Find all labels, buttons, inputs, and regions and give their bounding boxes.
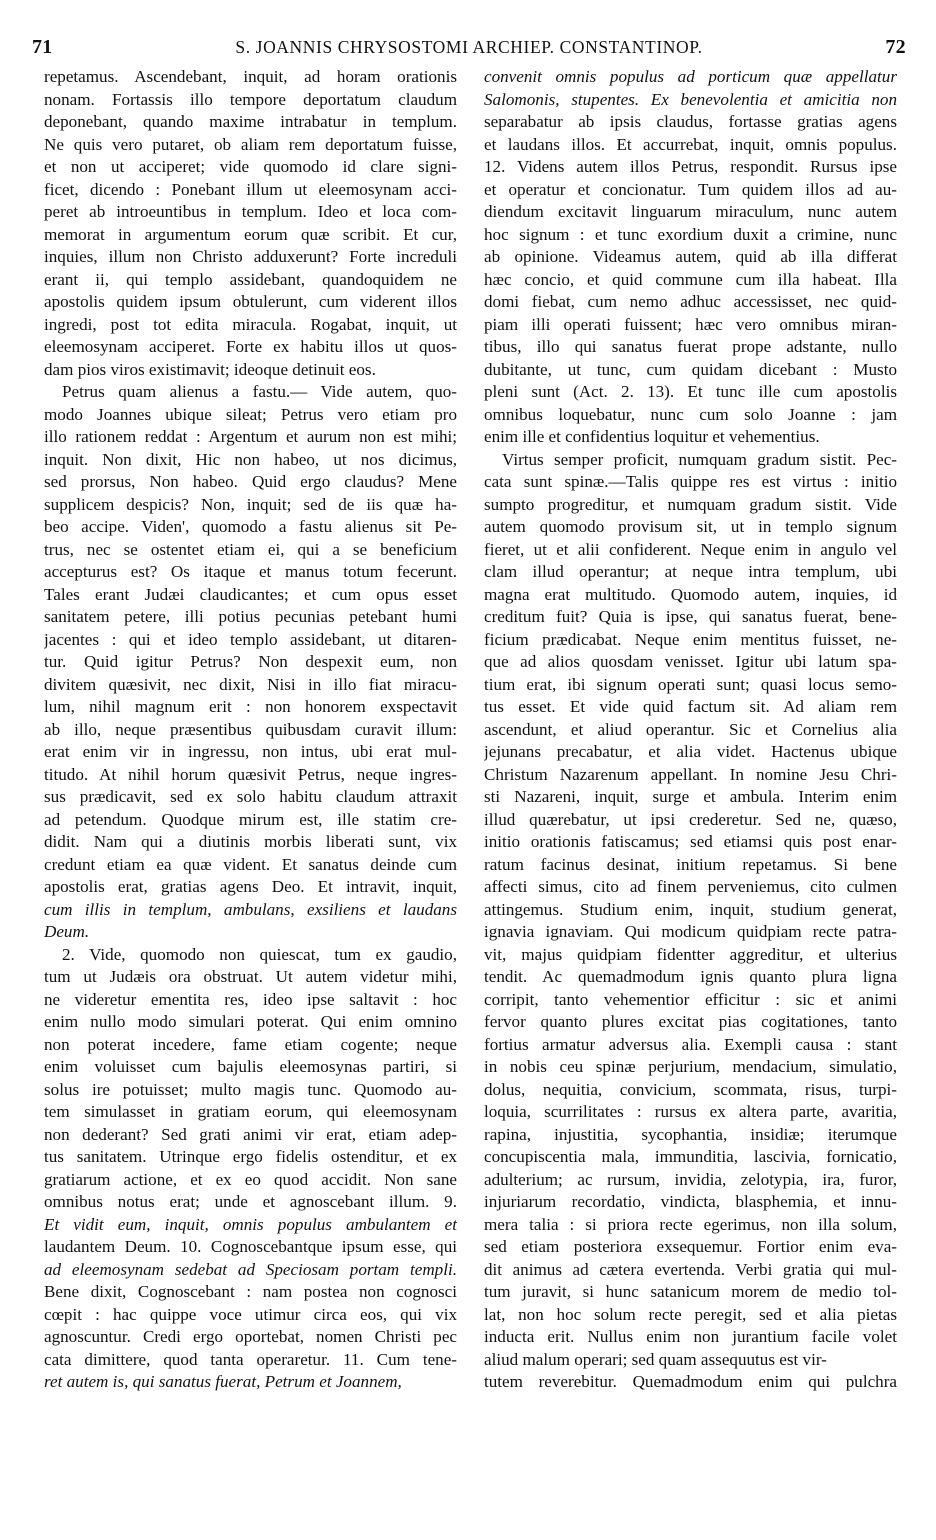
text-line: modo Joannes ubique sileat; Petrus vero etiam pro (44, 404, 457, 424)
text-line: ret autem is, qui sanatus fuerat, Petrum et Joannem, (44, 1372, 402, 1391)
text-line: injuriarum recordatio, vindicta, blasphemia, et innu- (484, 1192, 897, 1211)
text-line: tem simulasset in gratiam eorum, qui eleemosynam (44, 1102, 457, 1121)
text-line: fervor quanto plures excitat pias cogitationes, tanto (484, 1012, 897, 1031)
text-line: Et vidit eum, inquit, omnis populus ambulantem et (44, 1214, 457, 1234)
text-line: deponebant, quando maxime intrabatur in templum. (44, 112, 457, 131)
text-line: sus prædicavit, sed ex solo habitu claudum attraxit (44, 787, 457, 806)
text-line: ratum facinus desinat, initium repetamus. Si bene (484, 854, 897, 874)
text-line: Christum Nazarenum appellant. In nomine Jesu Chri- (484, 764, 897, 784)
text-line: aliud malum operari; sed quam assequutus est vir- (484, 1349, 827, 1369)
text-line: peret ab introeuntibus in templum. Ideo et loca com- (44, 202, 457, 221)
text-line: titudo. At nihil horum quæsivit Petrus, neque ingres- (44, 764, 457, 784)
text-line: gratiarum actione, et ex eo quod accidit. Non sane (44, 1169, 457, 1189)
text-line: sed etiam posteriora exsequemur. Fortior enim eva- (484, 1237, 897, 1256)
text-line: erat enim vir in ingressu, non intus, ubi erat mul- (44, 742, 457, 761)
text-line: ne videretur ementita res, ideo ipse saltavit : hoc (44, 989, 457, 1009)
text-line: ab opinione. Videamus autem, quid ab illa differat (484, 247, 897, 266)
text-line: non dederant? Sed grati animi vir erat, etiam adep- (44, 1124, 457, 1144)
text-line: rapina, injustitia, sycophantia, insidiæ; iterumque (484, 1124, 897, 1144)
text-line: tur. Quid igitur Petrus? Non despexit eum, non (44, 652, 457, 671)
text-line: adulterium; ac rursum, invidia, zelotypia, ira, furor, (484, 1169, 897, 1189)
text-line: diendum excitavit linguarum miraculum, nunc autem (484, 202, 897, 221)
text-line: lum, nihil magnum erit : non honorem exspectavit (44, 697, 457, 716)
text-line: enim nullo modo simulari poterat. Qui enim omnino (44, 1012, 457, 1031)
text-line: tum juravit, si hunc satanicum morem de medio tol- (484, 1282, 897, 1301)
text-line: separabatur ab ipsis claudus, fortasse gratias agens (484, 112, 897, 131)
left-text-column (44, 66, 457, 1394)
text-line: cata sunt spinæ.—Talis quippe res est virtus : initio (484, 472, 897, 491)
text-line: solus ire potuisset; multo magis tunc. Quomodo au- (44, 1079, 457, 1099)
text-line: cum illis in templum, ambulans, exsiliens et laudans (44, 899, 457, 919)
text-line: enim ille et confidentius loquitur et vehementius. (484, 427, 820, 446)
text-line: ad eleemosynam sedebat ad Speciosam portam templi. (44, 1259, 457, 1279)
text-line: autem quomodo provisum sit, ut in templo signum (484, 517, 897, 536)
text-line: eleemosynam acciperet. Forte ex habitu illos ut quos- (44, 337, 457, 356)
text-line: tibus, illo qui sanatus fuerat prope adstante, nullo (484, 337, 897, 356)
text-line: fortius armatur adversus alia. Exempli causa : stant (484, 1034, 897, 1054)
text-line: Virtus semper proficit, numquam gradum sistit. Pec- (502, 449, 897, 469)
text-line: concupiscentia mala, immunditia, lascivia, fornicatio, (484, 1147, 897, 1166)
text-line: convenit omnis populus ad porticum quæ appellatur (484, 67, 897, 86)
text-line: nonam. Fortassis illo tempore deportatum claudum (44, 89, 457, 109)
text-line: didit. Nam qui a diutinis morbis liberati sunt, vix (44, 832, 457, 851)
text-line: non poterat incedere, fame etiam cogente; neque (44, 1034, 457, 1054)
text-line: 2. Vide, quomodo non quiescat, tum ex gaudio, (62, 944, 457, 964)
text-line: apostolis quidem ipsum obtulerunt, cum viderent illos (44, 292, 457, 311)
text-line: pleni sunt (Act. 2. 13). Et tunc ille cum apostolis (484, 382, 897, 401)
text-line: ficium prædicabat. Neque enim mentitus fuisset, ne- (484, 629, 897, 649)
text-line: sumpto progreditur, et numquam gradum sistit. Vide (484, 494, 897, 514)
text-line: divitem quæsivit, nec dixit, Nisi in illo fiat miracu- (44, 674, 457, 694)
text-line: ingredi, post tot edita miracula. Rogabat, inquit, ut (44, 314, 457, 334)
text-line: et operatur et concionatur. Tum quidem illos ad au- (484, 179, 897, 199)
text-line: magna erat multitudo. Quomodo autem, inquies, id (484, 584, 897, 604)
text-line: vit, majus quidpiam fidentter aggreditur, et ulterius (484, 944, 897, 964)
text-line: agnoscuntur. Credi ergo oportebat, nomen Christi pec (44, 1327, 457, 1346)
text-line: ascendunt, et aliud operantur. Sic et Cornelius alia (484, 719, 897, 739)
text-line: erant ii, qui templo assidebant, quandoquidem ne (44, 269, 457, 289)
text-line: dit animus ad cætera evertenda. Verbi gratia qui mul- (484, 1259, 897, 1279)
text-line: Bene dixit, Cognoscebant : nam postea non cognosci (44, 1282, 457, 1301)
text-line: 12. Videns autem illos Petrus, respondit. Rursus ipse (484, 157, 897, 176)
text-line: affecti simus, cito ad finem perveniemus, cito culmen (484, 877, 897, 896)
text-line: inducta erit. Nullus enim non jurantium facile volet (484, 1327, 897, 1346)
text-line: initio orationis fatiscamus; sed etiamsi quis post enar- (484, 832, 897, 851)
text-line: beo accipe. Viden', quomodo a fastu alienus sit Pe- (44, 517, 457, 536)
text-line: inquit. Non dixit, Hic non habeo, ut nos dicimus, (44, 449, 457, 469)
text-line: enim voluisset cum bajulis eleemosynas partiri, si (44, 1057, 457, 1076)
text-line: Ne quis vero putaret, ob aliam rem deportatum fuisse, (44, 134, 457, 154)
text-line: fieret, ut et alii confiderent. Neque enim in angulo vel (484, 539, 897, 559)
text-line: inquies, illum non Christo adduxerunt? Forte increduli (44, 247, 457, 266)
text-line: supplicem despicis? Non, inquit; sed de iis quæ ha- (44, 494, 457, 514)
text-line: omnibus notus erat; unde et agnoscebant illum. 9. (44, 1192, 457, 1211)
text-line: tus sanitatem. Utrinque ergo fidelis ostenditur, et ex (44, 1147, 457, 1166)
text-line: attingemus. Studium enim, inquit, studium generat, (484, 899, 897, 919)
text-line: ignavia ignaviam. Qui modicum quidpiam recte patra- (484, 922, 897, 941)
text-line: sanitatem petere, illi potius pecunias petebant humi (44, 607, 457, 626)
text-line: tium erat, ibi signum operati sunt; quasi locus semo- (484, 674, 897, 694)
text-line: sti Nazareni, inquit, surge et ambula. Interim enim (484, 787, 897, 806)
text-line: que ad alios quosdam venisset. Igitur ubi latum spa- (484, 652, 897, 671)
page-number-left: 71 (32, 35, 53, 58)
text-line: cœpit : hac quippe voce utimur circa eos, qui vix (44, 1304, 457, 1324)
text-line: accepturus est? Os itaque et manus totum fecerunt. (44, 562, 457, 581)
text-line: corripit, tanto vehementior efficitur : sic et animi (484, 989, 897, 1009)
text-line: jacentes : qui et ideo templo assidebant, ut ditaren- (44, 629, 457, 649)
text-line: illud quærebatur, ut ipsi crederetur. Sed ne, quæso, (484, 809, 897, 829)
page-number-right: 72 (885, 35, 906, 58)
text-line: hoc signum : et tunc exordium duxit a crimine, nunc (484, 224, 897, 244)
running-header (32, 34, 906, 60)
text-line: illo rationem reddat : Argentum et aurum non est mihi; (44, 427, 457, 446)
text-line: tendit. Ac quemadmodum ignis quanto plura ligna (484, 967, 897, 986)
running-title: S. JOANNIS CHRYSOSTOMI ARCHIEP. CONSTANTINOP. (235, 36, 703, 57)
text-line: tutem reverebitur. Quemadmodum enim qui pulchra (484, 1372, 897, 1391)
text-line: Tales erant Judæi claudicantes; et cum opus esset (44, 584, 457, 604)
text-line: ad petendum. Quodque mirum est, ille statim cre- (44, 809, 457, 829)
text-line: domi fiebat, cum nemo adhuc accessisset, nec quid- (484, 292, 897, 311)
text-line: repetamus. Ascendebant, inquit, ad horam orationis (44, 67, 457, 86)
text-line: ab illo, neque præsentibus quibusdam curavit illum: (44, 719, 457, 739)
text-line: in nobis ceu spinæ perjurium, mendacium, simulatio, (484, 1057, 897, 1076)
text-line: dubitante, ut tunc, cum quidam dicebant : Musto (484, 359, 897, 379)
text-line: Petrus quam alienus a fastu.— Vide autem, quo- (62, 382, 457, 401)
text-line: omnibus loquebatur, nunc cum solo Joanne : jam (484, 404, 897, 424)
text-line: apostolis erat, gratias agens Deo. Et intravit, inquit, (44, 877, 457, 896)
text-line: tum ut Judæis ora obstruat. Ut autem videtur mihi, (44, 967, 457, 986)
text-line: credunt etiam ea quæ vident. Et sanatus deinde cum (44, 854, 457, 874)
text-line: piam illi operati fuissent; hæc vero omnibus miran- (484, 314, 897, 334)
text-line: et non ut acciperet; vide quomodo id clare signi- (44, 157, 457, 176)
text-line: trus, nec se ostentet etiam ei, qui a se beneficium (44, 539, 457, 559)
text-line: et laudans illos. Et accurrebat, inquit, omnis populus. (484, 134, 897, 154)
text-line: loquia, scurrilitates : rursus ex altera parte, avaritia, (484, 1102, 897, 1121)
text-line: Deum. (44, 922, 90, 941)
text-line: Salomonis, stupentes. Ex benevolentia et amicitia non (484, 89, 897, 109)
text-line: mera talia : si priora recte egerimus, non illa solum, (484, 1214, 897, 1234)
text-line: lat, non hoc solum recte peregit, sed et alia pietas (484, 1304, 897, 1324)
text-line: clam illud operantur; at neque intra templum, ubi (484, 562, 897, 581)
text-line: memorat in argumentum eorum quæ scribit. Et cur, (44, 224, 457, 244)
text-line: sed prorsus, Non habeo. Quid ergo claudus? Mene (44, 472, 457, 491)
text-line: jejunans precabatur, et alia videt. Hactenus ubique (484, 742, 897, 761)
text-line: cata dimittere, quod tanta operaretur. 11. Cum tene- (44, 1349, 457, 1369)
text-line: hæc concio, et quid commune cum illa habeat. Illa (484, 269, 897, 289)
right-text-column (484, 66, 897, 1394)
text-line: tus esset. Et vide quid factum sit. Ad aliam rem (484, 697, 897, 716)
text-line: laudantem Deum. 10. Cognoscebantque ipsum esse, qui (44, 1237, 457, 1256)
text-line: creditum fuit? Quia is ipse, qui sanatus fuerat, bene- (484, 607, 897, 626)
text-line: dolus, nequitia, convicium, scommata, risus, turpi- (484, 1079, 897, 1099)
text-line: ficet, dicendo : Ponebant illum ut eleemosynam acci- (44, 179, 457, 199)
text-line: dam pios viros existimavit; ideoque detinuit eos. (44, 359, 376, 379)
